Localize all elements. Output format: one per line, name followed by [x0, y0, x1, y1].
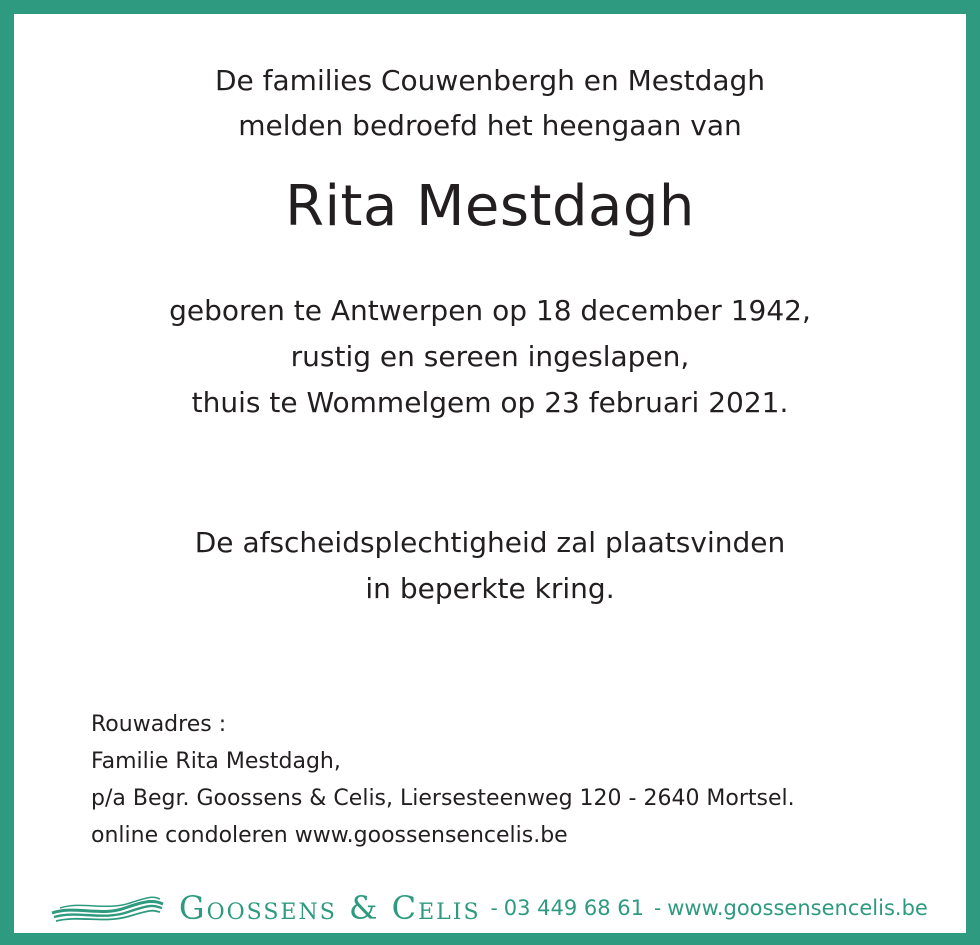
separator: - — [490, 896, 498, 920]
announcement-line: melden bedroefd het heengaan van — [238, 109, 742, 142]
condolence-link[interactable]: online condoleren www.goossensencelis.be — [91, 823, 568, 848]
deceased-name: Rita Mestdagh — [285, 174, 695, 239]
website-link[interactable]: www.goossensencelis.be — [667, 896, 928, 920]
life-details — [0, 288, 980, 426]
ceremony-notice — [0, 520, 980, 612]
brand-name: Goossens & Celis — [179, 889, 481, 927]
families-line: De families Couwenbergh en Mestdagh — [214, 64, 766, 97]
mourning-address — [91, 706, 795, 854]
ceremony-line-1: De afscheidsplechtigheid zal plaatsvinden — [194, 526, 786, 559]
wave-logo-icon — [50, 891, 165, 925]
phone-number[interactable]: 03 449 68 61 — [503, 896, 645, 920]
birth-line: geboren te Antwerpen op 18 december 1942, — [169, 294, 811, 327]
death-line: thuis te Wommelgem op 23 februari 2021. — [191, 386, 789, 419]
ceremony-line-2: in beperkte kring. — [365, 572, 615, 605]
passing-line: rustig en sereen ingeslapen, — [290, 340, 690, 373]
separator: - — [654, 896, 662, 920]
address-line-2: p/a Begr. Goossens & Celis, Liersesteenweg 120 - 2640 Mortsel. — [91, 786, 795, 811]
funeral-home-footer — [50, 887, 928, 929]
announcement-header — [0, 58, 980, 148]
address-line-1: Familie Rita Mestdagh, — [91, 749, 341, 774]
address-label: Rouwadres : — [91, 712, 227, 737]
